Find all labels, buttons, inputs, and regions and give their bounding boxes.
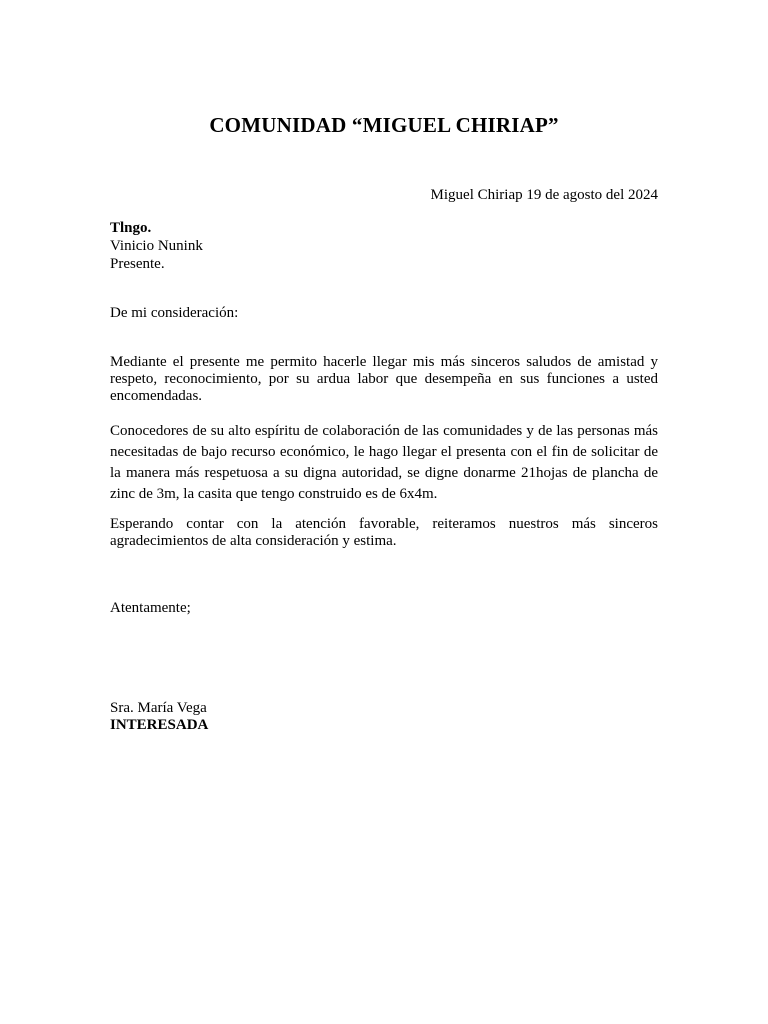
letter-title: COMUNIDAD “MIGUEL CHIRIAP” (209, 113, 559, 137)
closing: Atentamente; (110, 600, 191, 616)
body-paragraph-2: Conocedores de su alto espíritu de colaboración de las comunidades y de las personas más necesitadas de bajo recurso económico, le hago llegar el presenta con el fin de solicitar de la manera más respetuosa a su digna autoridad, se digne donarme 21hojas de plancha de zinc de 3m, la casita que tengo construido es de 6x4m. (110, 423, 658, 502)
greeting: De mi consideración: (110, 305, 239, 321)
recipient-honorific: Tlngo. (110, 220, 152, 236)
date-line: Miguel Chiriap 19 de agosto del 2024 (430, 187, 658, 203)
recipient-presente: Presente. (110, 256, 165, 272)
signature-role: INTERESADA (110, 717, 209, 733)
recipient-name: Vinicio Nunink (110, 238, 203, 254)
signature-block (110, 700, 208, 734)
body-paragraph-3: Esperando contar con la atención favorable, reiteramos nuestros más sinceros agradecimientos de alta consideración y estima. (110, 516, 658, 549)
recipient-block (110, 219, 203, 273)
body-paragraph-1: Mediante el presente me permito hacerle llegar mis más sinceros saludos de amistad y respeto, reconocimiento, por su ardua labor que desempeña en sus funciones a usted encomendadas. (110, 354, 658, 404)
signature-name: Sra. María Vega (110, 700, 207, 716)
